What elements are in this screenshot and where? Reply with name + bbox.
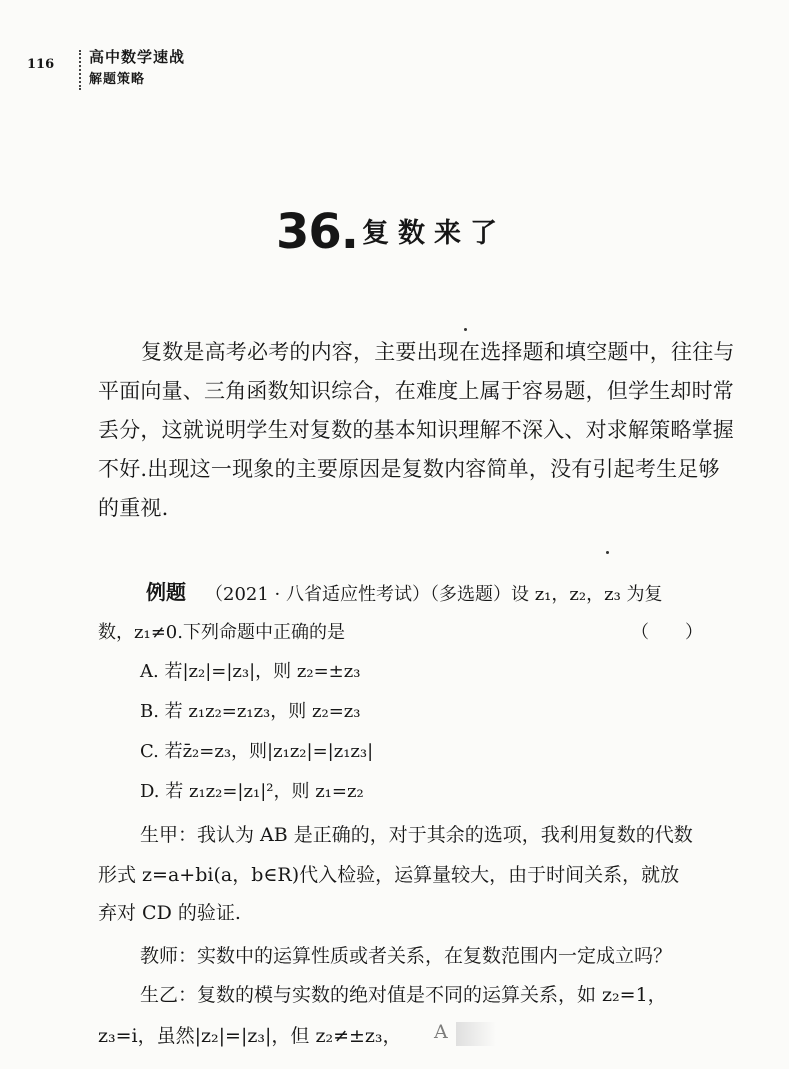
chapter-number: 36. xyxy=(276,204,359,260)
dialogue-line-3: 弃对 CD 的验证. xyxy=(98,902,241,924)
scan-blur xyxy=(456,1022,496,1046)
book-subtitle: 解题策略 xyxy=(89,72,146,87)
dialogue-line-6: z₃=i，虽然|z₂|=|z₃|，但 z₂≠±z₃， xyxy=(98,1025,402,1047)
dialogue-line-5: 生乙：复数的模与实数的绝对值是不同的运算关系，如 z₂=1， xyxy=(140,984,667,1006)
scan-dot xyxy=(606,551,609,554)
example-line-1: （2021 · 八省适应性考试）（多选题）设 z₁，z₂，z₃ 为复 xyxy=(205,584,663,605)
header-divider xyxy=(79,50,81,90)
example-line-2: 数，z₁≠0.下列命题中正确的是 xyxy=(98,622,345,643)
intro-line-2: 平面向量、三角函数知识综合，在难度上属于容易题，但学生却时常 xyxy=(98,379,734,403)
answer-paren: （ ） xyxy=(631,622,703,643)
option-a: A. 若|z₂|=|z₃|，则 z₂=±z₃ xyxy=(140,661,361,682)
book-title: 高中数学速战 xyxy=(89,48,186,66)
intro-line-3: 丢分，这就说明学生对复数的基本知识理解不深入、对求解策略掌握 xyxy=(98,418,734,442)
page-number: 116 xyxy=(27,57,55,72)
dialogue-line-2: 形式 z=a+bi(a，b∈R)代入检验，运算量较大，由于时间关系，就放 xyxy=(98,864,680,886)
intro-line-4: 不好.出现这一现象的主要原因是复数内容简单，没有引起考生足够 xyxy=(98,457,720,481)
option-b: B. 若 z₁z₂=z₁z₃，则 z₂=z₃ xyxy=(140,701,361,722)
scan-dot xyxy=(464,328,467,331)
dialogue-line-1: 生甲：我认为 AB 是正确的，对于其余的选项，我利用复数的代数 xyxy=(140,824,693,846)
intro-line-5: 的重视. xyxy=(98,496,169,520)
intro-line-1: 复数是高考必考的内容，主要出现在选择题和填空题中，往往与 xyxy=(141,340,735,364)
dialogue-line-4: 教师：实数中的运算性质或者关系，在复数范围内一定成立吗？ xyxy=(140,945,673,967)
example-label: 例题 xyxy=(146,580,186,604)
dialogue-fragment: A xyxy=(434,1021,448,1043)
option-d: D. 若 z₁z₂=|z₁|²，则 z₁=z₂ xyxy=(140,781,364,802)
chapter-title: 复数来了 xyxy=(362,218,506,249)
option-c: C. 若z̄₂=z₃，则|z₁z₂|=|z₁z₃| xyxy=(140,741,374,762)
